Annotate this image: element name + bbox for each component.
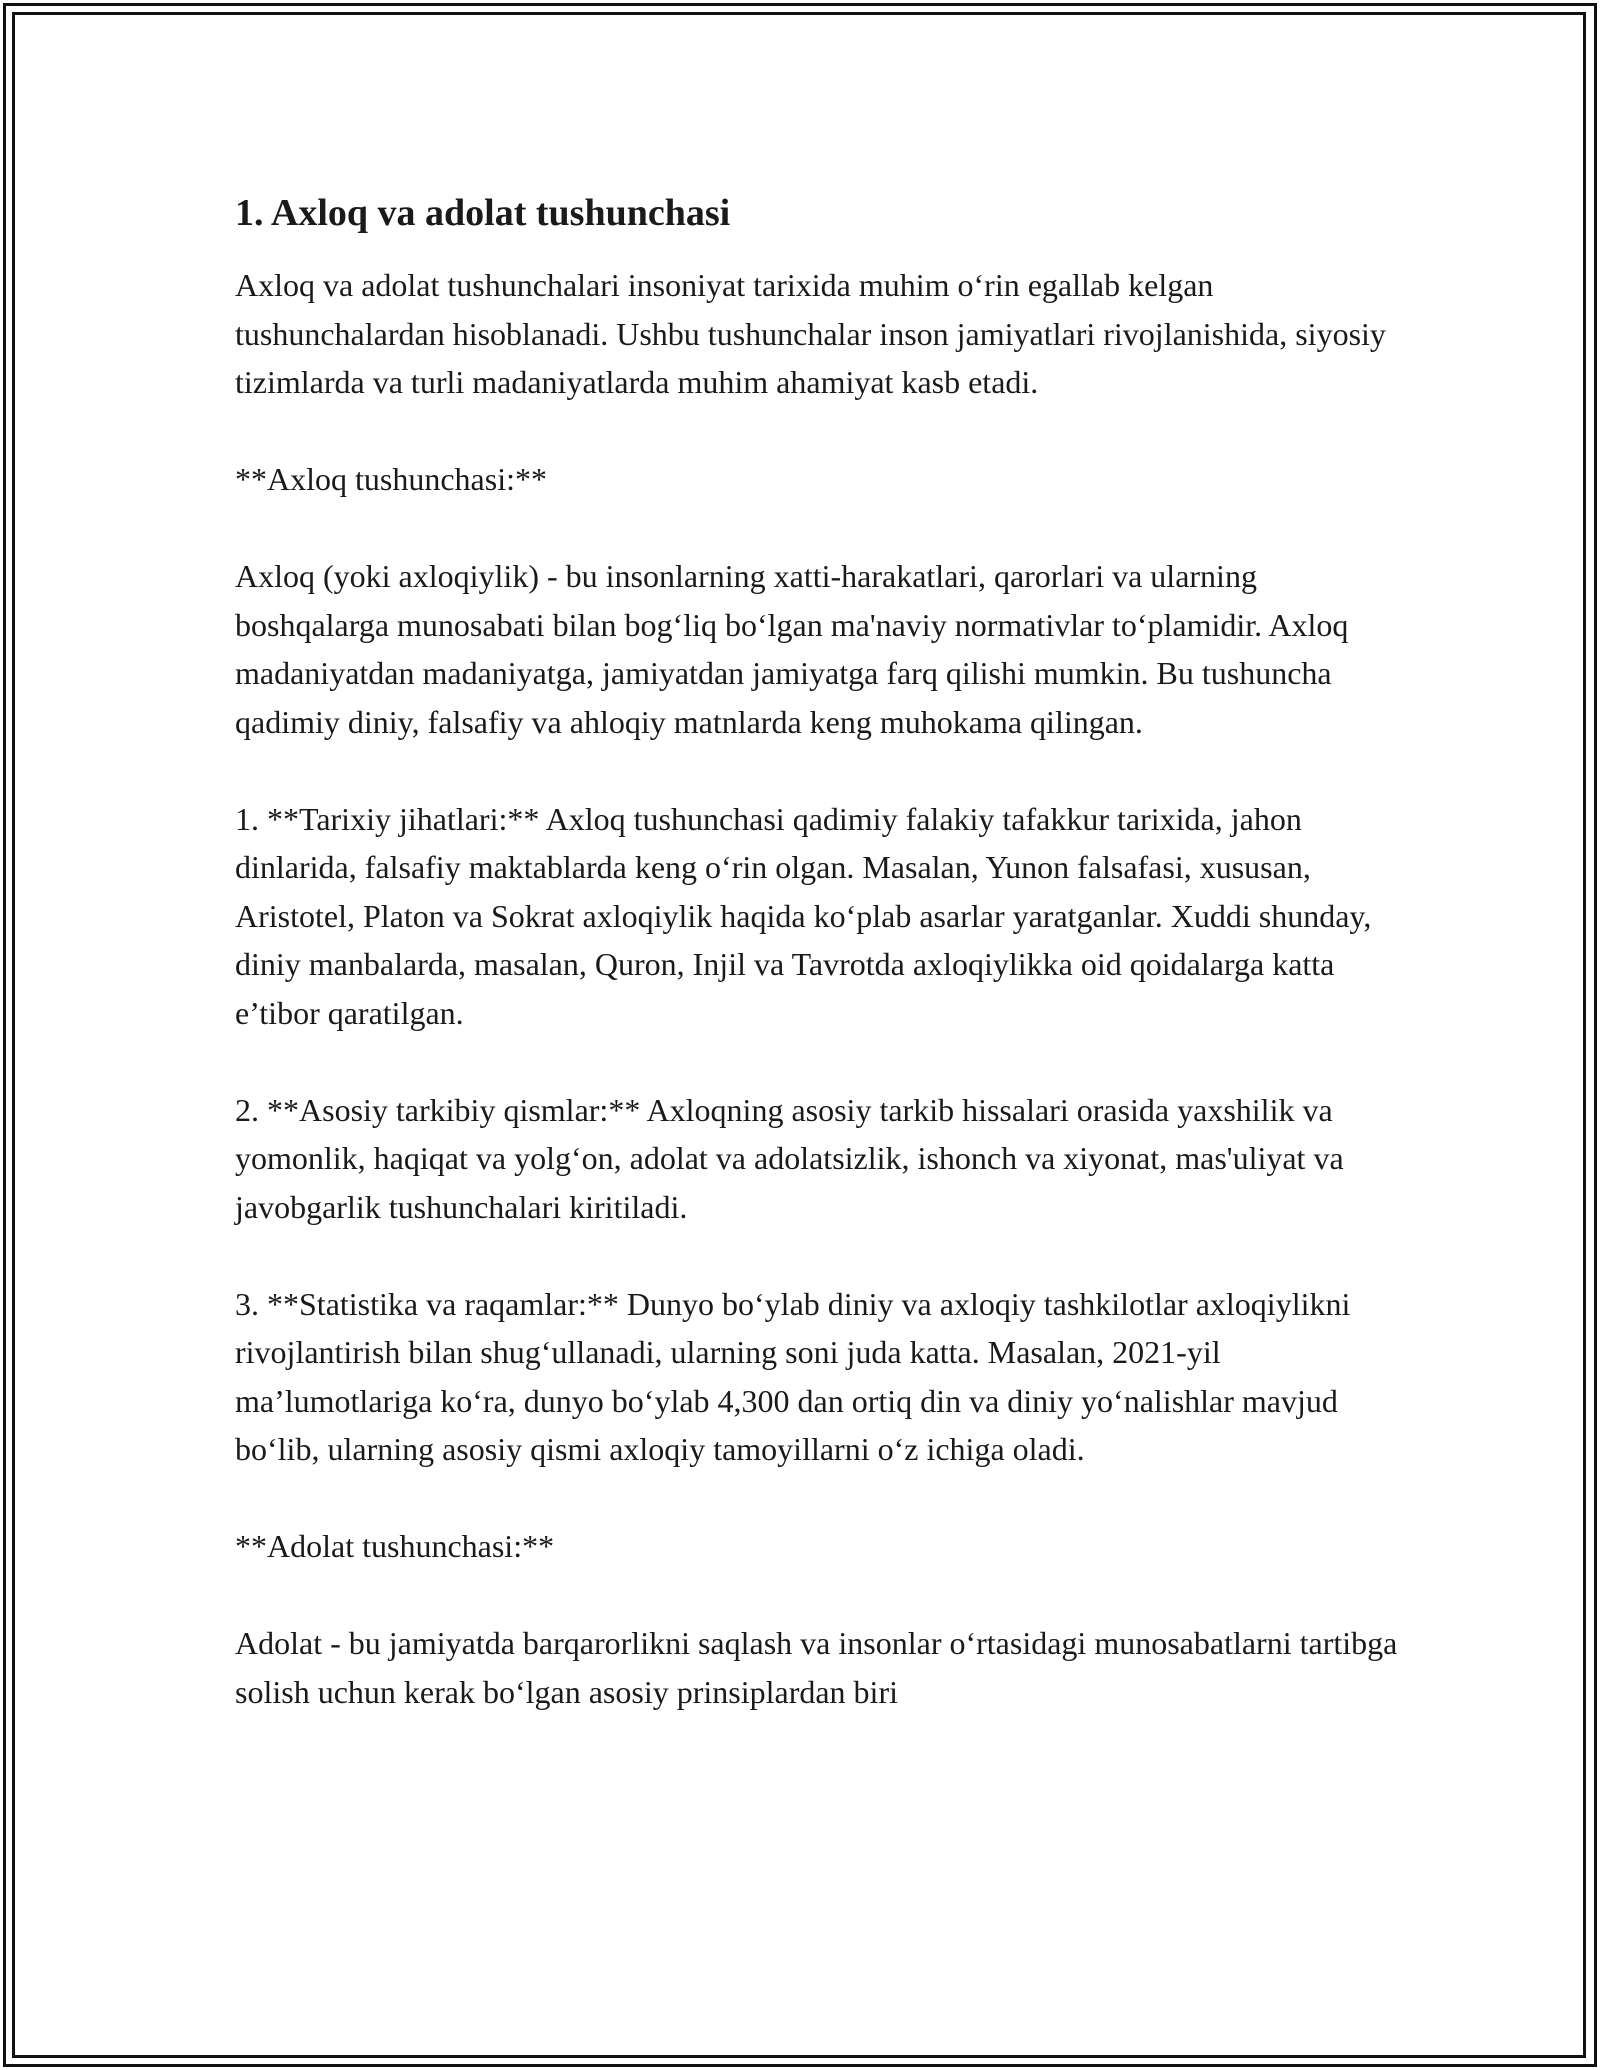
intro-paragraph: Axloq va adolat tushunchalari insoniyat tarixida muhim o‘rin egallab kelgan tushunchalardan hisoblanadi. Ushbu tushunchalar inson jamiyatlari rivojlanishida, siyosiy tizimlarda va turli madaniyatlarda muhim ahamiyat kasb etadi. bbox=[235, 267, 1386, 400]
axloq-definition-paragraph: Axloq (yoki axloqiylik) - bu insonlarning xatti-harakatlari, qarorlari va ularning boshqalarga munosabati bilan bog‘liq bo‘lgan ma'naviy normativlar to‘plamidir. Axloq madaniyatdan madaniyatga, jamiyatdan jamiyatga farq qilishi mumkin. Bu tushuncha qadimiy diniy, falsafiy va ahloqiy matnlarda keng muhokama qilingan. bbox=[235, 558, 1349, 740]
axloq-subheading: **Axloq tushunchasi:** bbox=[235, 461, 547, 497]
adolat-subheading: **Adolat tushunchasi:** bbox=[235, 1528, 555, 1564]
list-item-components: 2. **Asosiy tarkibiy qismlar:** Axloqning asosiy tarkib hissalari orasida yaxshilik va yomonlik, haqiqat va yolg‘on, adolat va adolatsizlik, ishonch va xiyonat, mas'uliyat va javobgarlik tushunchalari kiritiladi. bbox=[235, 1091, 1344, 1225]
section-heading: 1. Axloq va adolat tushunchasi bbox=[235, 192, 731, 234]
document-body bbox=[235, 185, 1415, 1765]
adolat-definition-paragraph: Adolat - bu jamiyatda barqarorlikni saqlash va insonlar o‘rtasidagi munosabatlarni tartibga solish uchun kerak bo‘lgan asosiy prinsiplardan biri bbox=[235, 1625, 1398, 1710]
list-item-historical: 1. **Tarixiy jihatlari:** Axloq tushunchasi qadimiy falakiy tafakkur tarixida, jahon dinlarida, falsafiy maktablarda keng o‘rin olgan. Masalan, Yunon falsafasi, xususan, Aristotel, Platon va Sokrat axloqiylik haqida ko‘plab asarlar yaratganlar. Xuddi shunday, diniy manbalarda, masalan, Quron, Injil va Tavrotda axloqiylikka oid qoidalarga katta e’tibor qaratilgan. bbox=[235, 800, 1372, 1031]
list-item-statistics: 3. **Statistika va raqamlar:** Dunyo bo‘ylab diniy va axloqiy tashkilotlar axloqiylikni rivojlantirish bilan shug‘ullanadi, ularning soni juda katta. Masalan, 2021-yil ma’lumotlariga ko‘ra, dunyo bo‘ylab 4,300 dan ortiq din va diniy yo‘nalishlar mavjud bo‘lib, ularning asosiy qismi axloqiy tamoyillarni o‘z ichiga oladi. bbox=[235, 1285, 1351, 1467]
